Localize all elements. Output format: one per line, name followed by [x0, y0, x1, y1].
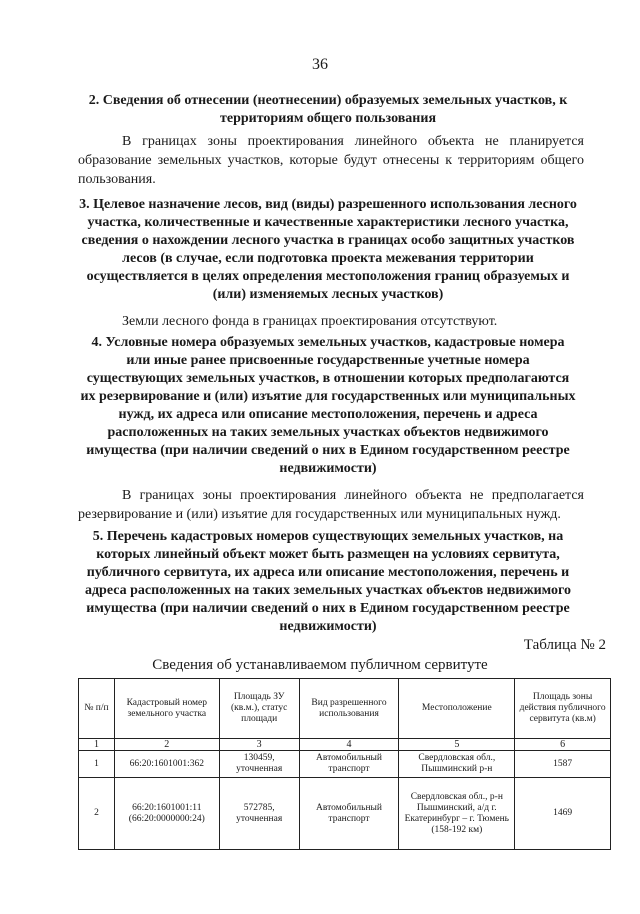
row-number: 2 — [79, 778, 115, 850]
col-number: 5 — [399, 739, 515, 751]
servitude-table — [78, 678, 611, 850]
section-4-text: В границах зоны проектирования линейного объекта не предполагается резервирование и (или) изъятие для государственных или муниципальных нужд. — [78, 488, 584, 522]
col-header-servitude-area: Площадь зоны действия публичного сервитута (кв.м) — [515, 679, 611, 739]
section-2-text: В границах зоны проектирования линейного объекта не планируется образование земельных участков, которые будут отнесены к территориям общего пользования. — [78, 134, 584, 187]
section-3-heading: 3. Целевое назначение лесов, вид (виды) разрешенного использования лесного участка, количественные и качественные характеристики лесного участка, сведения о нахождении лесного участка в границах особо защитных участков лесов (в случае, если подготовка проекта межевания территории осуществляется в целях определения местоположения границ образуемых и (или) изменяемых лесных участков) — [79, 197, 577, 302]
col-header-use: Вид разрешенного использования — [299, 679, 399, 739]
section-3-text: Земли лесного фонда в границах проектирования отсутствуют. — [122, 314, 498, 329]
servitude-area: 1587 — [515, 751, 611, 778]
servitude-area: 1469 — [515, 778, 611, 850]
section-4-heading: 4. Условные номера образуемых земельных участков, кадастровые номера или иные ранее присвоенные государственные учетные номера существующих земельных участков, в отношении которых предполагаются их резервирование и (или) изъятие для государственных или муниципальных нужд, их адреса или описание местоположения, перечень и адреса расположенных на таких земельных участках объектов недвижимого имущества (при наличии сведений о них в Едином государственном реестре недвижимости) — [80, 335, 576, 476]
table-header-row — [79, 679, 611, 739]
location: Свердловская обл., р-н Пышминский, а/д г. Екатеринбург – г. Тюмень (158-192 км) — [399, 778, 515, 850]
table-column-number-row — [79, 739, 611, 751]
col-header-cadastral: Кадастровый номер земельного участка — [114, 679, 219, 739]
col-header-area: Площадь ЗУ (кв.м.), статус площади — [219, 679, 299, 739]
table-row — [79, 778, 611, 850]
col-number: 4 — [299, 739, 399, 751]
section-2-heading: 2. Сведения об отнесении (неотнесении) образуемых земельных участков, к территориям общего пользования — [88, 93, 568, 126]
permitted-use: Автомобильный транспорт — [299, 751, 399, 778]
table-number: Таблица № 2 — [523, 637, 606, 653]
cadastral-number: 66:20:1601001:11 (66:20:0000000:24) — [114, 778, 219, 850]
row-number: 1 — [79, 751, 115, 778]
col-number: 6 — [515, 739, 611, 751]
permitted-use: Автомобильный транспорт — [299, 778, 399, 850]
col-number: 2 — [114, 739, 219, 751]
col-header-number: № п/п — [79, 679, 115, 739]
section-5-heading: 5. Перечень кадастровых номеров существующих земельных участков, на которых линейный объект может быть размещен на условиях сервитута, публичного сервитута, их адреса или описание местоположения, перечень и адреса расположенных на таких земельных участках объектов недвижимого имущества (при наличии сведений о них в Едином государственном реестре недвижимости) — [84, 529, 572, 634]
location: Свердловская обл., Пышминский р-н — [399, 751, 515, 778]
col-number: 3 — [219, 739, 299, 751]
col-number: 1 — [79, 739, 115, 751]
land-area: 130459, уточненная — [219, 751, 299, 778]
land-area: 572785, уточненная — [219, 778, 299, 850]
col-header-location: Местоположение — [399, 679, 515, 739]
table-caption: Сведения об устанавливаемом публичном сервитуте — [152, 657, 488, 673]
table-row — [79, 751, 611, 778]
cadastral-number: 66:20:1601001:362 — [114, 751, 219, 778]
page-number: 36 — [312, 56, 328, 73]
